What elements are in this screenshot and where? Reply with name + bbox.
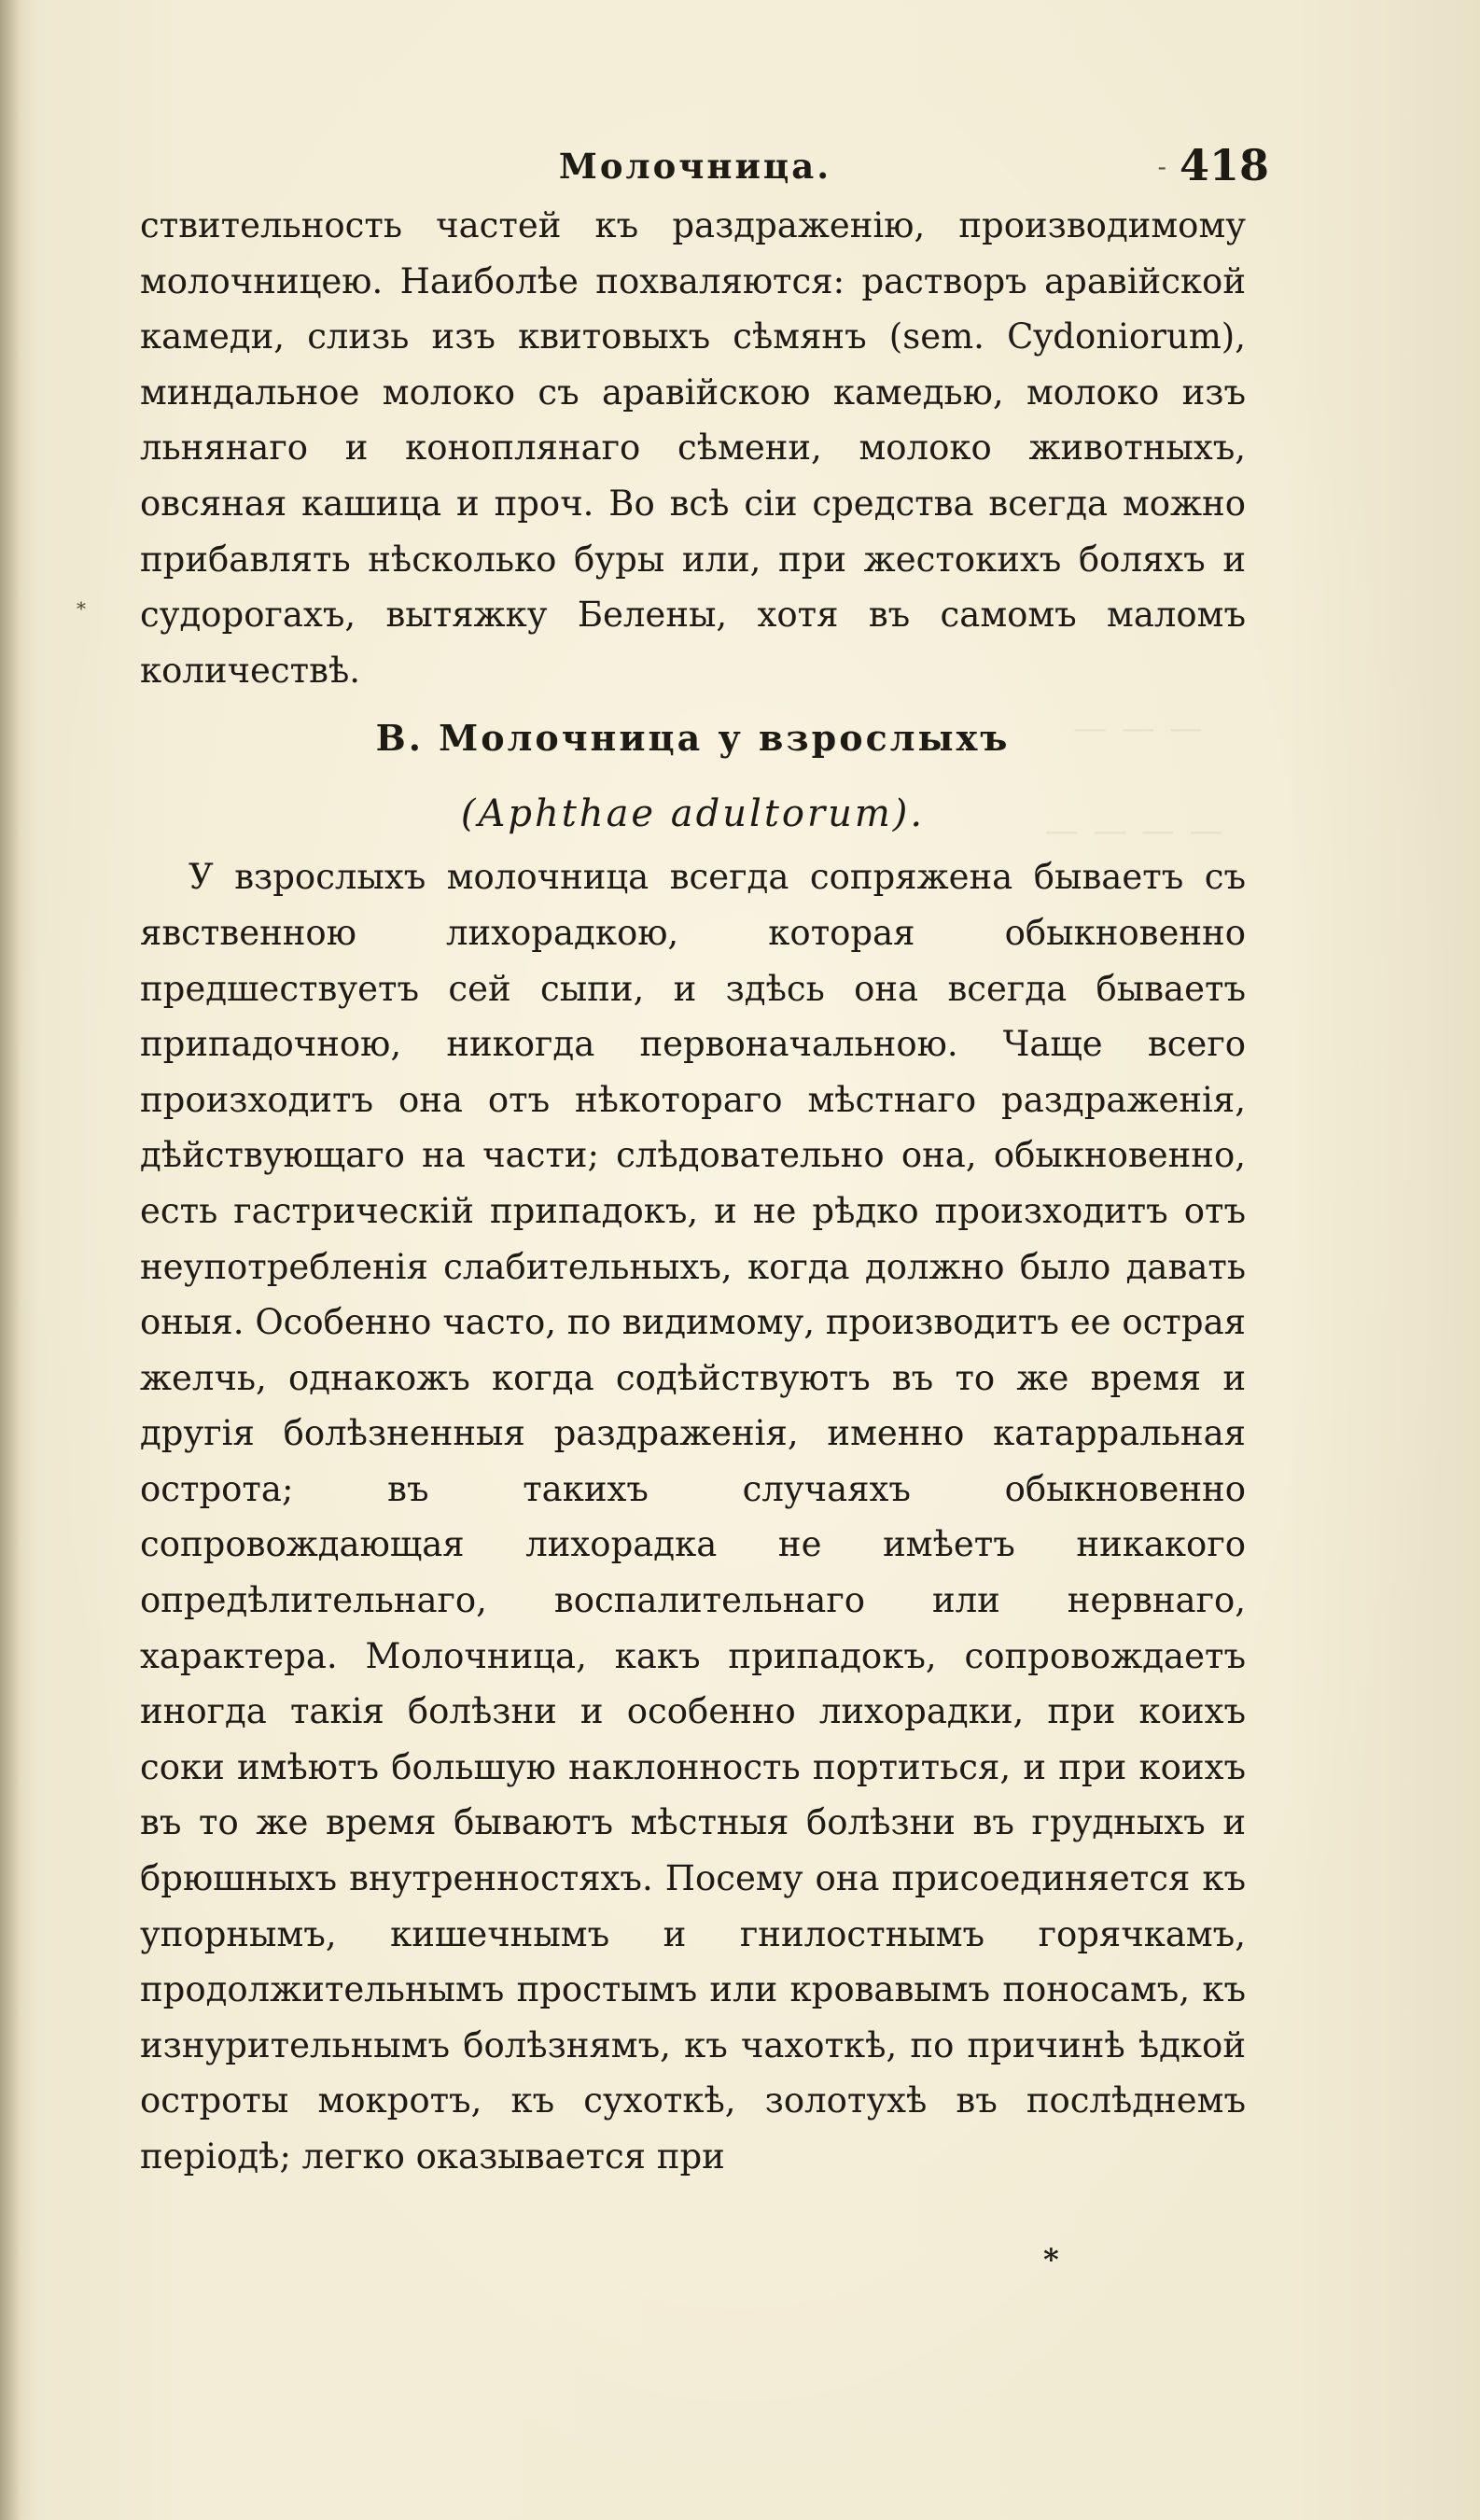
section-heading: B. Молочница у взрослыхъ	[375, 717, 1011, 760]
body-text	[140, 198, 1246, 2185]
section-latin-title: (Aphthae adultorum).	[460, 792, 926, 836]
paragraph: У взрослыхъ молочница всегда сопряжена бываетъ съ явственною лихорадкою, которая обыкновенно предшествуетъ сей сыпи, и здѣсь она всегда бываетъ припадочною, никогда первоначальною. Чаще всего произходитъ она отъ нѣкотораго мѣстнаго раздраженія, дѣйствующаго на части; слѣдовательно она, обыкновенно, есть гастрическій припадокъ, и не рѣдко произходитъ отъ неупотребленія слабительныхъ, когда должно было давать оныя. Особенно часто, по видимому, производитъ ее острая желчь, однакожъ когда содѣйствуютъ въ то же время и другія болѣзненныя раздраженія, именно катарральная острота; въ такихъ случаяхъ обыкновенно сопровождающая лихорадка не имѣетъ никакого опредѣлительнаго, воспалительнаго или нервнаго, характера. Молочница, какъ припадокъ, сопровождаетъ иногда такія болѣзни и особенно лихорадки, при коихъ соки имѣютъ большую наклонность портиться, и при коихъ въ то же время бываютъ мѣстныя болѣзни въ грудныхъ и брюшныхъ внутренностяхъ. Посему она присоединяется къ упорнымъ, кишечнымъ и гнилостнымъ горячкамъ, продолжительнымъ простымъ или кровавымъ поносамъ, къ изнурительнымъ болѣзнямъ, къ чахоткѣ, по причинѣ ѣдкой остроты мокротъ, къ сухоткѣ, золотухѣ въ послѣднемъ періодѣ; легко оказывается при	[140, 857, 1246, 2177]
page-number: 418	[1179, 140, 1269, 190]
gutter-shadow	[0, 0, 21, 2520]
running-title: Молочница.	[558, 146, 832, 187]
show-through-text: — — —	[1073, 709, 1205, 748]
show-through-text: — — — —	[1045, 812, 1225, 850]
running-head	[131, 140, 1269, 196]
signature-mark: *	[1043, 2242, 1059, 2277]
margin-mark: *	[77, 597, 86, 620]
paragraph-continuation: ствительность частей къ раздраженію, производимому молочницею. Наиболѣе похваляются: растворъ аравійской камеди, слизь изъ квитовыхъ сѣмянъ (sem. Cydoniorum), миндальное молоко съ аравійскою камедью, молоко изъ льнянаго и коноплянаго сѣмени, молоко животныхъ, овсяная кашица и проч. Во всѣ сіи средства всегда можно прибавлять нѣсколько буры или, при жестокихъ боляхъ и судорогахъ, вытяжку Белены, хотя въ самомъ маломъ количествѣ.	[140, 205, 1246, 691]
running-head-mark: -	[1157, 151, 1166, 182]
